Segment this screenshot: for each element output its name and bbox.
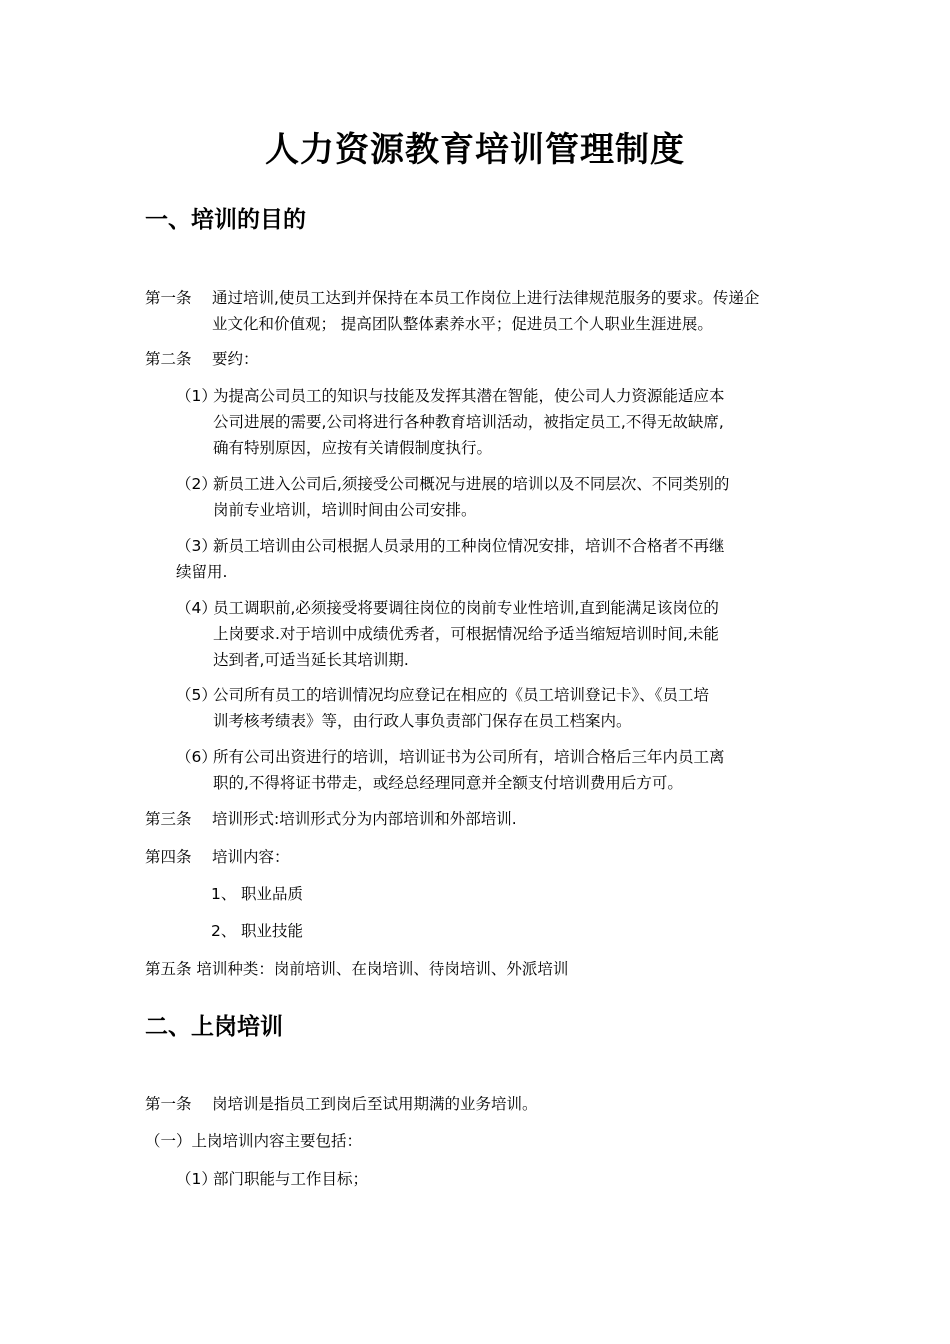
- list-item-number: （1）: [176, 1170, 217, 1188]
- sub-list-item-2: [211, 918, 303, 944]
- list-item-4: [176, 595, 719, 673]
- article-label: 第四条: [145, 848, 192, 866]
- list-item-number: （2）: [176, 475, 217, 493]
- list-item-6: [176, 744, 725, 796]
- section2-list-item-1: [176, 1166, 368, 1192]
- sub-list-item-number: 1、: [211, 885, 237, 903]
- list-item-text-line: 公司进展的需要,公司将进行各种教育培训活动，被指定员工,不得无故缺席,: [213, 413, 724, 431]
- sub-list-item-1: [211, 881, 303, 907]
- article-text: 要约：: [212, 350, 259, 368]
- article-1-paragraph: [145, 285, 759, 337]
- list-item-1: [176, 383, 725, 461]
- article-label: 第一条: [145, 289, 192, 307]
- article-2-paragraph: [145, 346, 259, 372]
- sub-list-item-number: 2、: [211, 922, 237, 940]
- list-item-3: [176, 533, 725, 585]
- article-text: 岗培训是指员工到岗后至试用期满的业务培训。: [212, 1095, 538, 1113]
- sub-list-item-text: 职业技能: [241, 922, 304, 940]
- article-4-paragraph: [145, 844, 290, 870]
- list-item-number: （1）: [176, 387, 217, 405]
- article-text: 培训内容：: [212, 848, 290, 866]
- article-text-line: 通过培训,使员工达到并保持在本员工作岗位上进行法律规范服务的要求。传递企: [212, 289, 760, 307]
- article-3-paragraph: [145, 806, 517, 832]
- list-item-2: [176, 471, 729, 523]
- list-item-text-line: 岗前专业培训，培训时间由公司安排。: [213, 501, 477, 519]
- article-5-paragraph: 第五条 培训种类：岗前培训、在岗培训、待岗培训、外派培训: [145, 960, 569, 978]
- list-item-text-line: 为提高公司员工的知识与技能及发挥其潜在智能，使公司人力资源能适应本: [213, 387, 725, 405]
- list-item-number: （6）: [176, 748, 217, 766]
- list-item-text-line: 训考核考绩表》等，由行政人事负责部门保存在员工档案内。: [213, 712, 632, 730]
- list-item-text-line: 新员工培训由公司根据人员录用的工种岗位情况安排，培训不合格者不再继: [213, 537, 725, 555]
- section2-article-1-paragraph: [145, 1091, 538, 1117]
- list-item-text-line: 达到者,可适当延长其培训期.: [213, 651, 409, 669]
- list-item-text: 部门职能与工作目标；: [213, 1170, 369, 1188]
- list-item-number: （3）: [176, 537, 217, 555]
- list-item-text-line: 公司所有员工的培训情况均应登记在相应的《员工培训登记卡》、《员工培: [213, 686, 710, 704]
- article-label: 第一条: [145, 1095, 192, 1113]
- section-heading-onboarding-training: 二、上岗培训: [145, 1014, 283, 1040]
- article-label: 第二条: [145, 350, 192, 368]
- list-item-text-line: 新员工进入公司后,须接受公司概况与进展的培训以及不同层次、不同类别的: [213, 475, 730, 493]
- list-item-text-line: 职的,不得将证书带走，或经总经理同意并全额支付培训费用后方可。: [213, 774, 683, 792]
- section-heading-training-purpose: 一、培训的目的: [145, 207, 306, 233]
- list-item-text-line: 确有特别原因，应按有关请假制度执行。: [213, 439, 493, 457]
- article-label: 第三条: [145, 810, 192, 828]
- article-text-line: 业文化和价值观； 提高团队整体素养水平；促进员工个人职业生涯进展。: [212, 315, 713, 333]
- section2-sub-heading: （一）上岗培训内容主要包括：: [145, 1132, 363, 1150]
- sub-list-item-text: 职业品质: [241, 885, 304, 903]
- list-item-number: （5）: [176, 686, 217, 704]
- document-title: 人力资源教育培训管理制度: [265, 130, 685, 170]
- list-item-text-line: 所有公司出资进行的培训，培训证书为公司所有，培训合格后三年内员工离: [213, 748, 725, 766]
- article-text: 培训形式:培训形式分为内部培训和外部培训.: [212, 810, 517, 828]
- list-item-5: [176, 682, 709, 734]
- list-item-text-line: 上岗要求.对于培训中成绩优秀者，可根据情况给予适当缩短培训时间,未能: [213, 625, 719, 643]
- list-item-text-line: 续留用.: [176, 563, 228, 581]
- list-item-number: （4）: [176, 599, 217, 617]
- list-item-text-line: 员工调职前,必须接受将要调往岗位的岗前专业性培训,直到能满足该岗位的: [213, 599, 719, 617]
